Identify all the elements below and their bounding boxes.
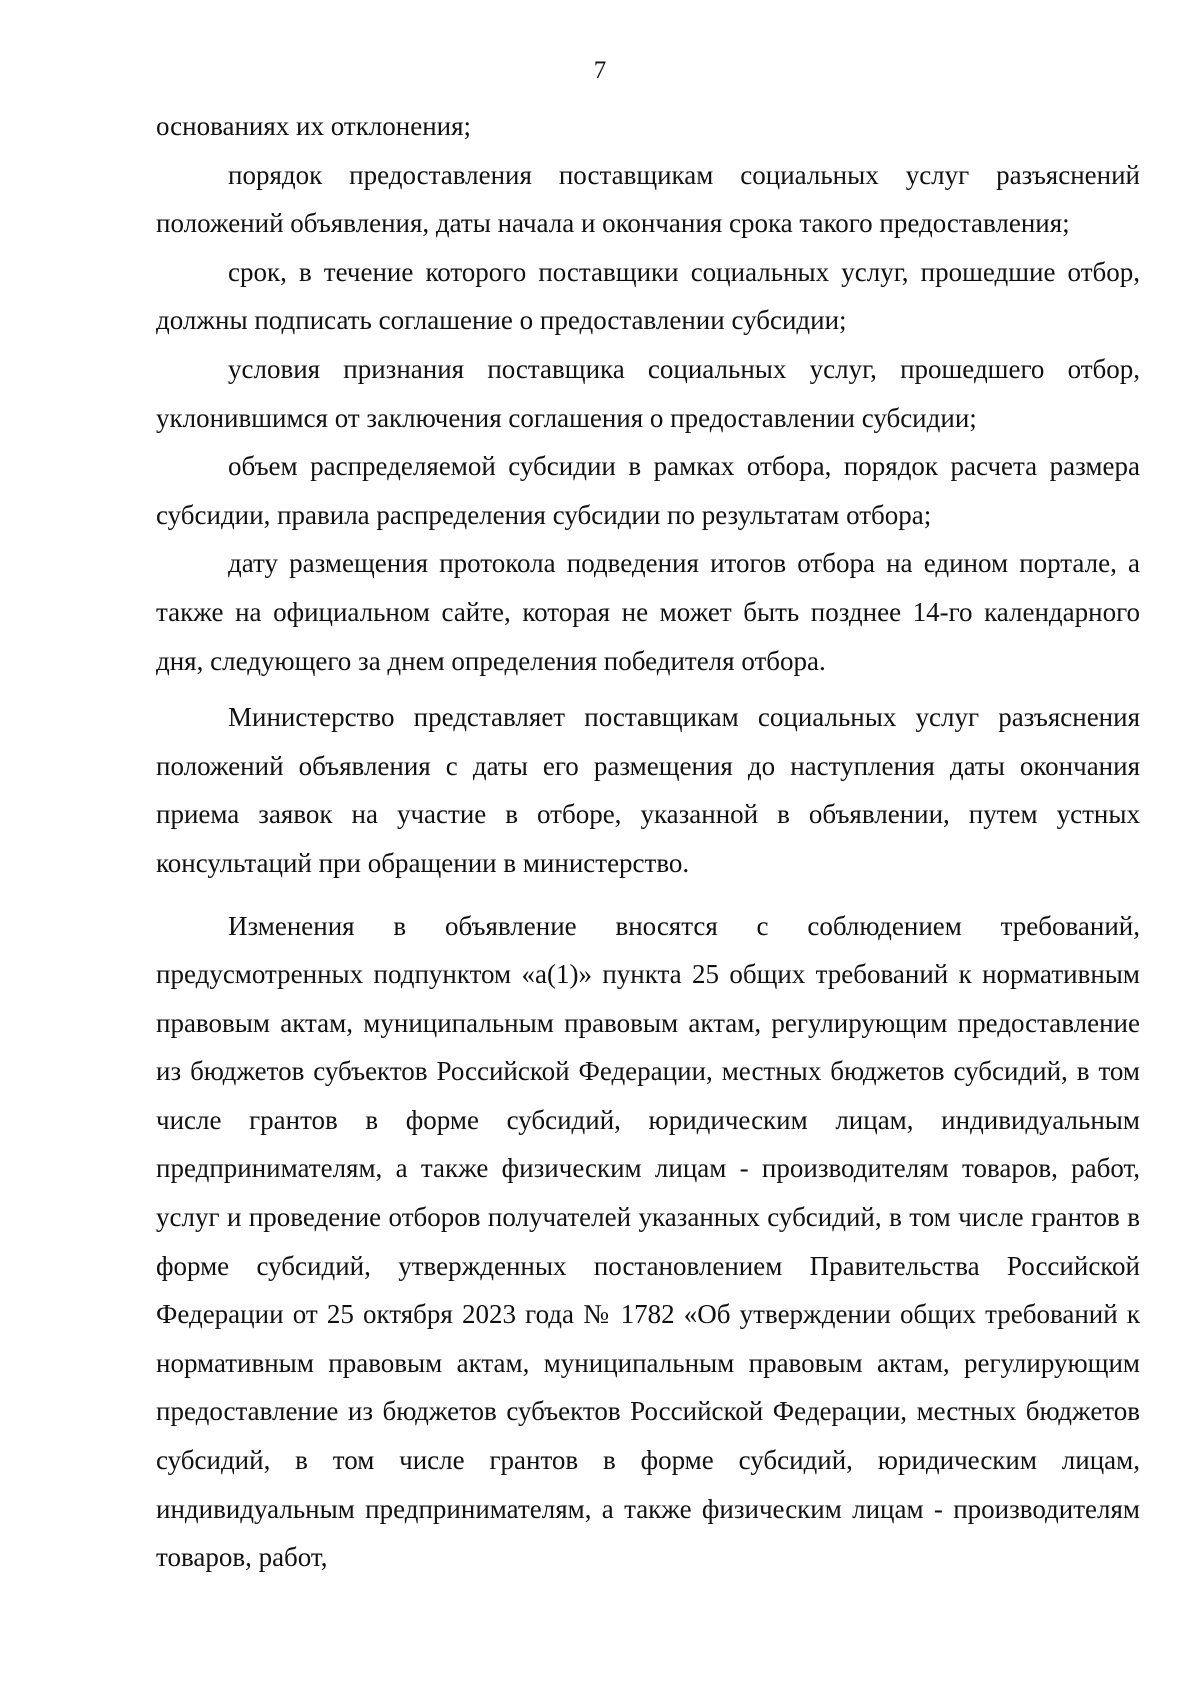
document-body — [156, 102, 1140, 1582]
paragraph-subsidy-volume: объем распределяемой субсидии в рамках отбора, порядок расчета размера субсидии, правила распределения субсидии по результатам отбора; — [156, 451, 1140, 530]
paragraph-announcement-changes: Изменения в объявление вносятся с соблюдением требований, предусмотренных подпунктом «а(1)» пункта 25 общих требований к нормативным правовым актам, муниципальным правовым актам, регулирующим предоставление из бюджетов субъектов Российской Федерации, местных бюджетов субсидий, в том числе грантов в форме субсидий, юридическим лицам, индивидуальным предпринимателям, а также физическим лицам - производителям товаров, работ, услуг и проведение отборов получателей указанных субсидий, в том числе грантов в форме субсидий, утвержденных постановлением Правительства Российской Федерации от 25 октября 2023 года № 1782 «Об утверждении общих требований к нормативным правовым актам, муниципальным правовым актам, регулирующим предоставление из бюджетов субъектов Российской Федерации, местных бюджетов субсидий, в том числе грантов в форме субсидий, юридическим лицам, индивидуальным предпринимателям, а также физическим лицам - производителям товаров, работ, — [156, 910, 1140, 1573]
paragraph-clarification-procedure: порядок предоставления поставщикам социальных услуг разъяснений положений объявления, даты начала и окончания срока такого предоставления; — [156, 159, 1140, 239]
paragraph-agreement-signing-term: срок, в течение которого поставщики социальных услуг, прошедшие отбор, должны подписать соглашение о предоставлении субсидии; — [156, 256, 1140, 336]
paragraph-ministry-clarifications: Министерство представляет поставщикам социальных услуг разъяснения положений объявления с даты его размещения до наступления даты окончания приема заявок на участие в отборе, указанной в объявлении, путем устных консультаций при обращении в министерство. — [156, 702, 1140, 878]
paragraph-evasion-conditions: условия признания поставщика социальных услуг, прошедшего отбор, уклонившимся от заключения соглашения о предоставлении субсидии; — [156, 353, 1140, 433]
paragraph-protocol-publication-date: дату размещения протокола подведения итогов отбора на едином портале, а также на официальном сайте, которая не может быть позднее 14-го календарного дня, следующего за днем определения победителя отбора. — [156, 548, 1140, 676]
page-number: 7 — [593, 57, 607, 84]
paragraph-grounds-of-rejection: основаниях их отклонения; — [156, 111, 472, 141]
